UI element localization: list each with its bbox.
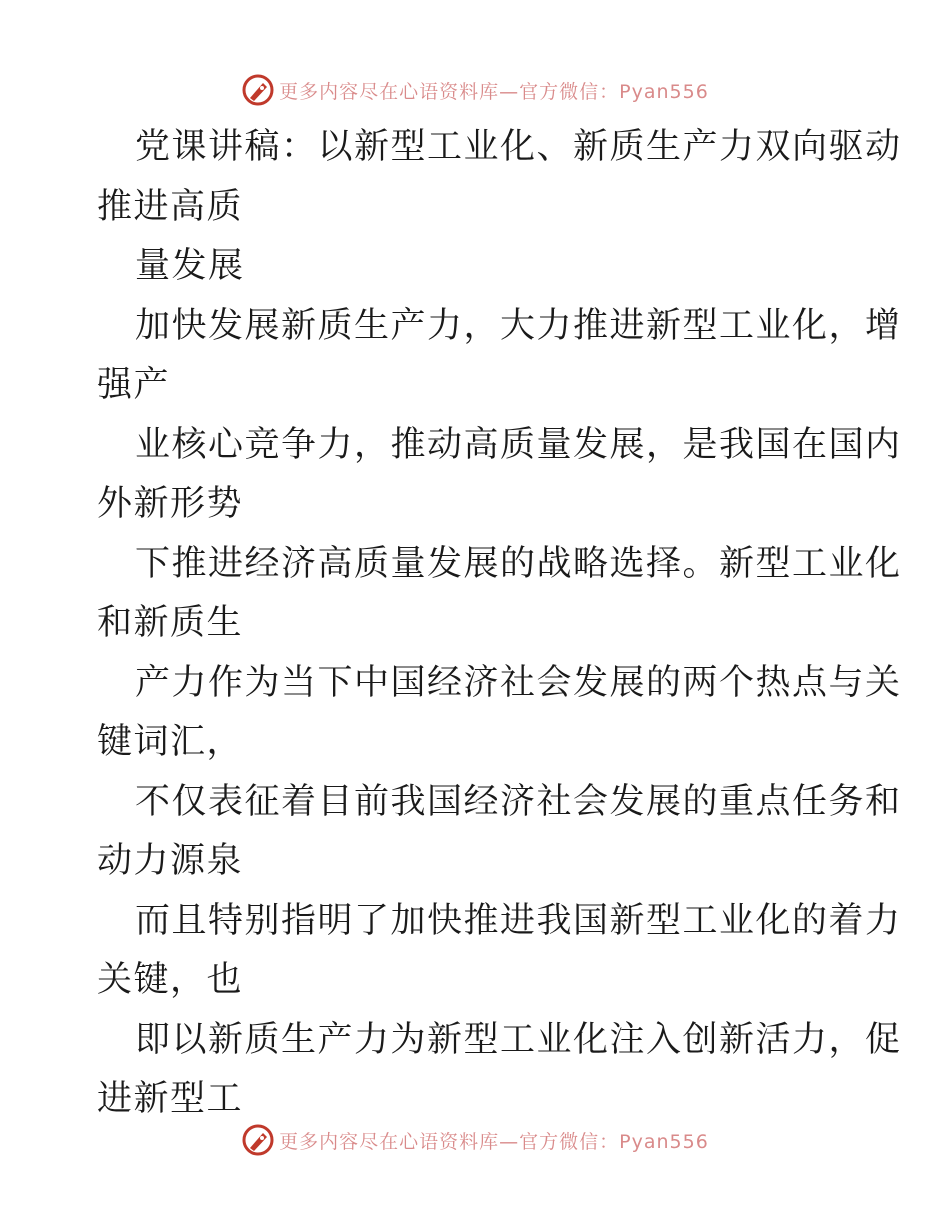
text-line: 产力作为当下中国经济社会发展的两个热点与关 [135,662,902,703]
text-line: 量发展 [135,246,245,286]
text-line: 进新型工 [97,1079,244,1119]
text-line: 不仅表征着目前我国经济社会发展的重点任务和 [135,781,902,822]
pen-nib-logo-icon [241,73,275,107]
text-line: 键词汇， [97,722,244,762]
text-line: 强产 [97,365,171,405]
text-line: 业核心竞争力，推动高质量发展，是我国在国内 [135,424,902,465]
text-line: 加快发展新质生产力，大力推进新型工业化，增 [135,305,902,346]
footer-banner [0,1120,950,1160]
header-banner-text: 更多内容尽在心语资料库—官方微信：Pyan556 [279,80,709,103]
text-line: 动力源泉 [97,841,244,881]
text-line: 党课讲稿：以新型工业化、新质生产力双向驱动 [135,127,902,167]
text-line: 推进高质 [97,186,244,227]
text-line: 外新形势 [97,484,244,524]
document-body [97,118,902,1130]
text-line: 下推进经济高质量发展的战略选择。新型工业化 [135,543,902,584]
header-banner [0,70,950,110]
pen-nib-logo-icon [241,1123,275,1157]
text-line: 关键，也 [97,960,244,1000]
text-line: 即以新质生产力为新型工业化注入创新活力，促 [135,1019,902,1060]
text-line: 而且特别指明了加快推进我国新型工业化的着力 [135,900,902,941]
text-line: 和新质生 [97,603,244,643]
footer-banner-text: 更多内容尽在心语资料库—官方微信：Pyan556 [279,1130,709,1153]
